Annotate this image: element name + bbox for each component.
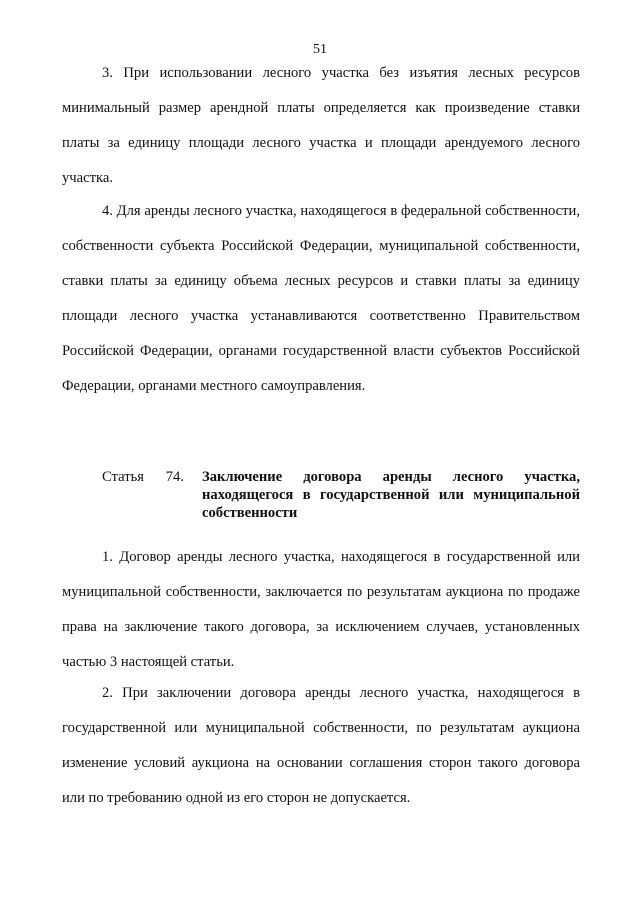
article-label-word: Статья [102, 469, 144, 485]
paragraph-4: 4. Для аренды лесного участка, находящегося в федеральной собственности, собственности субъекта Российской Федерации, муниципальной собственности, ставки платы за единицу объема лесных ресурсов и ставки платы за единицу площади лесного участка устанавливаются соответственно Правительством Российской Федерации, органами государственной власти субъектов Российской Федерации, органами местного самоуправления. [62, 203, 580, 394]
article-label [62, 468, 202, 522]
page-number: 51 [313, 42, 327, 57]
article-label-number: 74. [165, 469, 184, 485]
paragraph-3: 3. При использовании лесного участка без изъятия лесных ресурсов минимальный размер арендной платы определяется как произведение ставки платы за единицу площади лесного участка и площади арендуемого лесного участка. [62, 65, 580, 186]
article-paragraph-1: 1. Договор аренды лесного участка, находящегося в государственной или муниципальной собственности, заключается по результатам аукциона по продаже права на заключение такого договора, за исключением случаев, установленных частью 3 настоящей статьи. [62, 549, 580, 670]
article-heading [62, 468, 580, 522]
article-title: Заключение договора аренды лесного участка, находящегося в государственной или муниципальной собственности [202, 469, 580, 521]
article-paragraph-2: 2. При заключении договора аренды лесного участка, находящегося в государственной или муниципальной собственности, по результатам аукциона изменение условий аукциона на основании соглашения сторон такого договора или по требованию одной из его сторон не допускается. [62, 685, 580, 806]
